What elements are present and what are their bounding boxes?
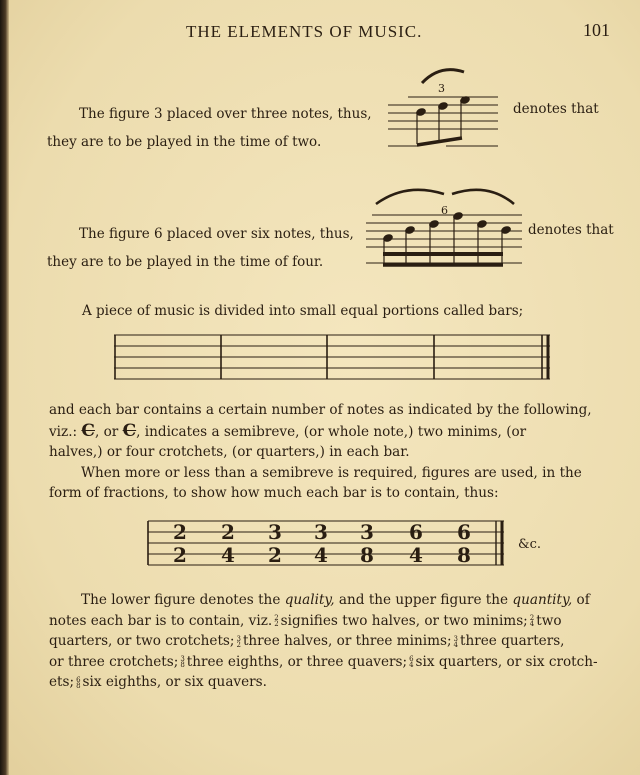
fraction-2-4 [530, 615, 534, 627]
time-sig-upper-2: 2 [221, 520, 235, 544]
bars-intro-text: A piece of music is divided into small equal portions called bars; [82, 303, 524, 319]
fraction-3-4 [454, 636, 458, 648]
sextuplet-text-line1-end: denotes that [528, 222, 614, 238]
running-header-title: THE ELEMENTS OF MUSIC. [186, 22, 423, 41]
para2-l2-a: notes each bar is to contain, viz. [49, 612, 273, 629]
fraction-numerator: 2 [274, 614, 279, 622]
para2-l3-b: three halves, or three minims; [242, 633, 452, 649]
bars-staff-figure [114, 327, 554, 385]
fraction-numerator: 3 [453, 634, 459, 643]
para2-l5-a: ets; [49, 674, 75, 690]
para1-line1 [49, 400, 621, 421]
para1-line2-text: , indicates a semibreve, (or whole note,) two minims, (or [136, 423, 527, 440]
para2-l1-b: and the upper figure the [334, 592, 513, 608]
time-sig-upper-4: 3 [314, 520, 328, 544]
para2-l3-a: quarters, or two crotchets; [49, 633, 235, 649]
para2-l1-a: The lower figure denotes the [81, 592, 285, 608]
para2-l2-c: two [536, 612, 562, 629]
paragraph-common-time [49, 400, 621, 504]
para2-line2 [49, 611, 621, 632]
para1-viz-text: viz.: [49, 423, 78, 440]
fraction-denominator: 4 [409, 661, 414, 669]
triplet-text-line1: The figure 3 placed over three notes, thus, [79, 106, 372, 122]
fraction-denominator: 4 [529, 620, 535, 628]
time-sig-upper-7: 6 [457, 520, 471, 544]
triplet-figure-3: 3 [438, 82, 445, 95]
para2-l1-c: of [572, 592, 590, 608]
para2-line5 [49, 672, 621, 693]
para2-line1 [49, 590, 621, 611]
para2-l4-b: three eighths, or three quavers; [186, 653, 408, 670]
fraction-3-8 [180, 656, 184, 668]
fraction-denominator: 2 [274, 620, 279, 628]
para1-line3: halves,) or four crotchets, (or quarters,) in each bar. [49, 444, 410, 460]
triplet-text-line2: they are to be played in the time of two. [47, 134, 322, 150]
para2-l3-c: three quarters, [460, 633, 565, 649]
fraction-numerator: 2 [529, 614, 535, 622]
fraction-denominator: 4 [453, 640, 459, 649]
fraction-numerator: 3 [236, 634, 241, 643]
paragraph-quality-quantity [49, 590, 621, 693]
para1-line4: When more or less than a semibreve is required, figures are used, in the [81, 464, 582, 481]
para1-line1-text: and each bar contains a certain number of notes as indicated by the following, [49, 402, 592, 418]
cut-time-symbol: C [122, 420, 137, 441]
time-sig-upper-3: 3 [268, 520, 282, 544]
fraction-6-4 [409, 656, 413, 668]
word-quantity: quantity, [512, 592, 573, 608]
sextuplet-figure-6: 6 [441, 204, 448, 217]
fraction-3-2 [236, 636, 240, 648]
time-sig-upper-5: 3 [360, 520, 374, 544]
common-time-symbol: C [81, 420, 95, 441]
fraction-numerator: 6 [409, 655, 414, 663]
para1-line2 [49, 421, 621, 443]
time-sig-lower-3: 2 [268, 543, 282, 567]
fraction-2-2 [274, 615, 278, 627]
sextuplet-text-line2: they are to be played in the time of four. [47, 254, 324, 270]
para2-l5-b: six eighths, or six quavers. [82, 674, 267, 690]
triplet-staff-figure [388, 66, 503, 152]
time-sig-lower-7: 8 [457, 543, 471, 567]
word-quality: quality, [284, 592, 335, 608]
fraction-denominator: 8 [180, 661, 185, 669]
time-sig-upper-1: 2 [173, 520, 187, 544]
book-spine-edge [0, 0, 9, 775]
time-sig-upper-6: 6 [409, 520, 423, 544]
time-sig-lower-1: 2 [173, 543, 187, 567]
fraction-denominator: 8 [76, 681, 81, 690]
triplet-text-line1-end: denotes that [513, 101, 599, 117]
fraction-numerator: 6 [76, 675, 81, 684]
fraction-6-8 [76, 677, 80, 689]
page-number: 101 [583, 20, 610, 40]
sextuplet-staff-figure [366, 182, 526, 274]
para2-l2-b: signifies two halves, or two minims; [280, 612, 528, 629]
etc-label: &c. [518, 537, 541, 552]
time-sig-lower-5: 8 [360, 543, 374, 567]
fraction-numerator: 3 [180, 655, 185, 663]
sextuplet-text-line1: The figure 6 placed over six notes, thus, [79, 226, 354, 242]
time-sig-lower-4: 4 [314, 543, 328, 567]
fraction-denominator: 2 [236, 640, 241, 649]
time-sig-lower-6: 4 [409, 543, 423, 567]
time-sig-lower-2: 4 [221, 543, 235, 567]
para1-or-text: , or [94, 423, 119, 440]
para1-line5: form of fractions, to show how much each bar is to contain, thus: [49, 485, 499, 501]
para2-line4 [49, 652, 621, 673]
para2-line3 [49, 631, 621, 652]
para2-l4-a: or three crotchets; [49, 653, 179, 670]
para2-l4-c: six quarters, or six crotch- [415, 653, 598, 670]
time-signature-staff [144, 515, 554, 571]
